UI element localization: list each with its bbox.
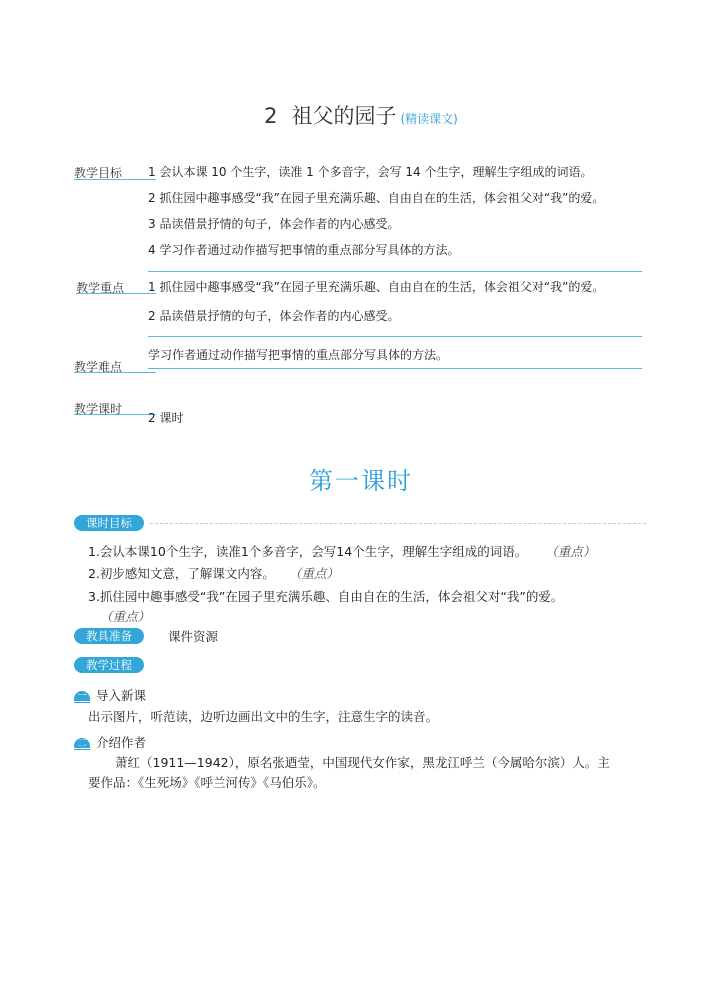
step-2-marker: 二: [74, 738, 90, 748]
objective-item-1: 1 会认本课 10 个生字，读准 1 个多音字，会写 14 个生字，理解生字组成的词语。: [148, 165, 593, 179]
objectives-label: 教学目标: [74, 166, 123, 180]
badge-guideline: [150, 523, 646, 524]
teaching-tools-badge: 教具准备: [74, 628, 144, 644]
class-hours-label: 教学课时: [74, 402, 123, 416]
objective-item-4: 4 学习作者通过动作描写把事情的重点部分写具体的方法。: [148, 243, 460, 257]
difficulty-label: 教学难点: [74, 360, 123, 374]
lesson-goals-badge: 课时目标: [74, 515, 144, 531]
lesson-number: 2: [264, 104, 278, 128]
difficulty-text: 学习作者通过动作描写把事情的重点部分写具体的方法。: [148, 348, 449, 362]
key-points-label: 教学重点: [76, 281, 125, 295]
difficulty-label-underline: [74, 372, 156, 373]
section-title: 第一课时: [309, 467, 413, 495]
class-hours-label-underline: [74, 414, 156, 415]
lesson-goal-3-text: 3.抓住园中趣事感受“我”在园子里充满乐趣、自由自在的生活，体会祖父对“我”的爱。: [88, 589, 564, 604]
key-point-item-1: 1 抓住园中趣事感受“我”在园子里充满乐趣、自由自在的生活，体会祖父对“我”的爱。: [148, 280, 605, 294]
class-hours-text: 2 课时: [148, 411, 184, 425]
step-2-title: 介绍作者: [96, 735, 147, 750]
divider: [148, 271, 642, 272]
step-1-title: 导入新课: [96, 688, 147, 703]
step-1-body: 出示图片，听范读，边听边画出文中的生字，注意生字的读音。: [88, 709, 439, 724]
key-point-item-2: 2 品读借景抒情的句子，体会作者的内心感受。: [148, 309, 400, 323]
step-2-body-line-2: 要作品：《生死场》《呼兰河传》《马伯乐》。: [88, 775, 326, 790]
lesson-goal-3-note: （重点）: [100, 609, 151, 624]
step-1-marker: 一: [74, 691, 90, 701]
objective-item-3: 3 品读借景抒情的句子，体会作者的内心感受。: [148, 217, 400, 231]
lesson-goal-1-text: 1.会认本课10个生字，读准1个多音字，会写14个生字，理解生字组成的词语。: [88, 544, 528, 559]
divider: [148, 336, 642, 337]
lesson-goal-1-note: （重点）: [545, 544, 596, 559]
objectives-label-underline: [74, 179, 156, 180]
teaching-tools-text: 课件资源: [168, 629, 219, 644]
lesson-goal-2: [88, 564, 339, 582]
teaching-process-badge: 教学过程: [74, 657, 144, 673]
lesson-type-tag: (精读课文): [400, 112, 458, 126]
lesson-name: 祖父的园子: [291, 104, 397, 128]
objective-item-2: 2 抓住园中趣事感受“我”在园子里充满乐趣、自由自在的生活，体会祖父对“我”的爱。: [148, 191, 605, 205]
lesson-title: [0, 100, 722, 130]
divider: [148, 368, 642, 369]
key-points-label-underline: [76, 293, 156, 294]
lesson-goal-1: [88, 542, 595, 560]
lesson-goal-2-text: 2.初步感知文意，了解课文内容。: [88, 566, 275, 581]
step-2-body-line-1: 萧红（1911—1942），原名张迺莹，中国现代女作家，黑龙江呼兰（今属哈尔滨）人。主: [115, 755, 610, 770]
lesson-goal-2-note: （重点）: [288, 566, 339, 581]
